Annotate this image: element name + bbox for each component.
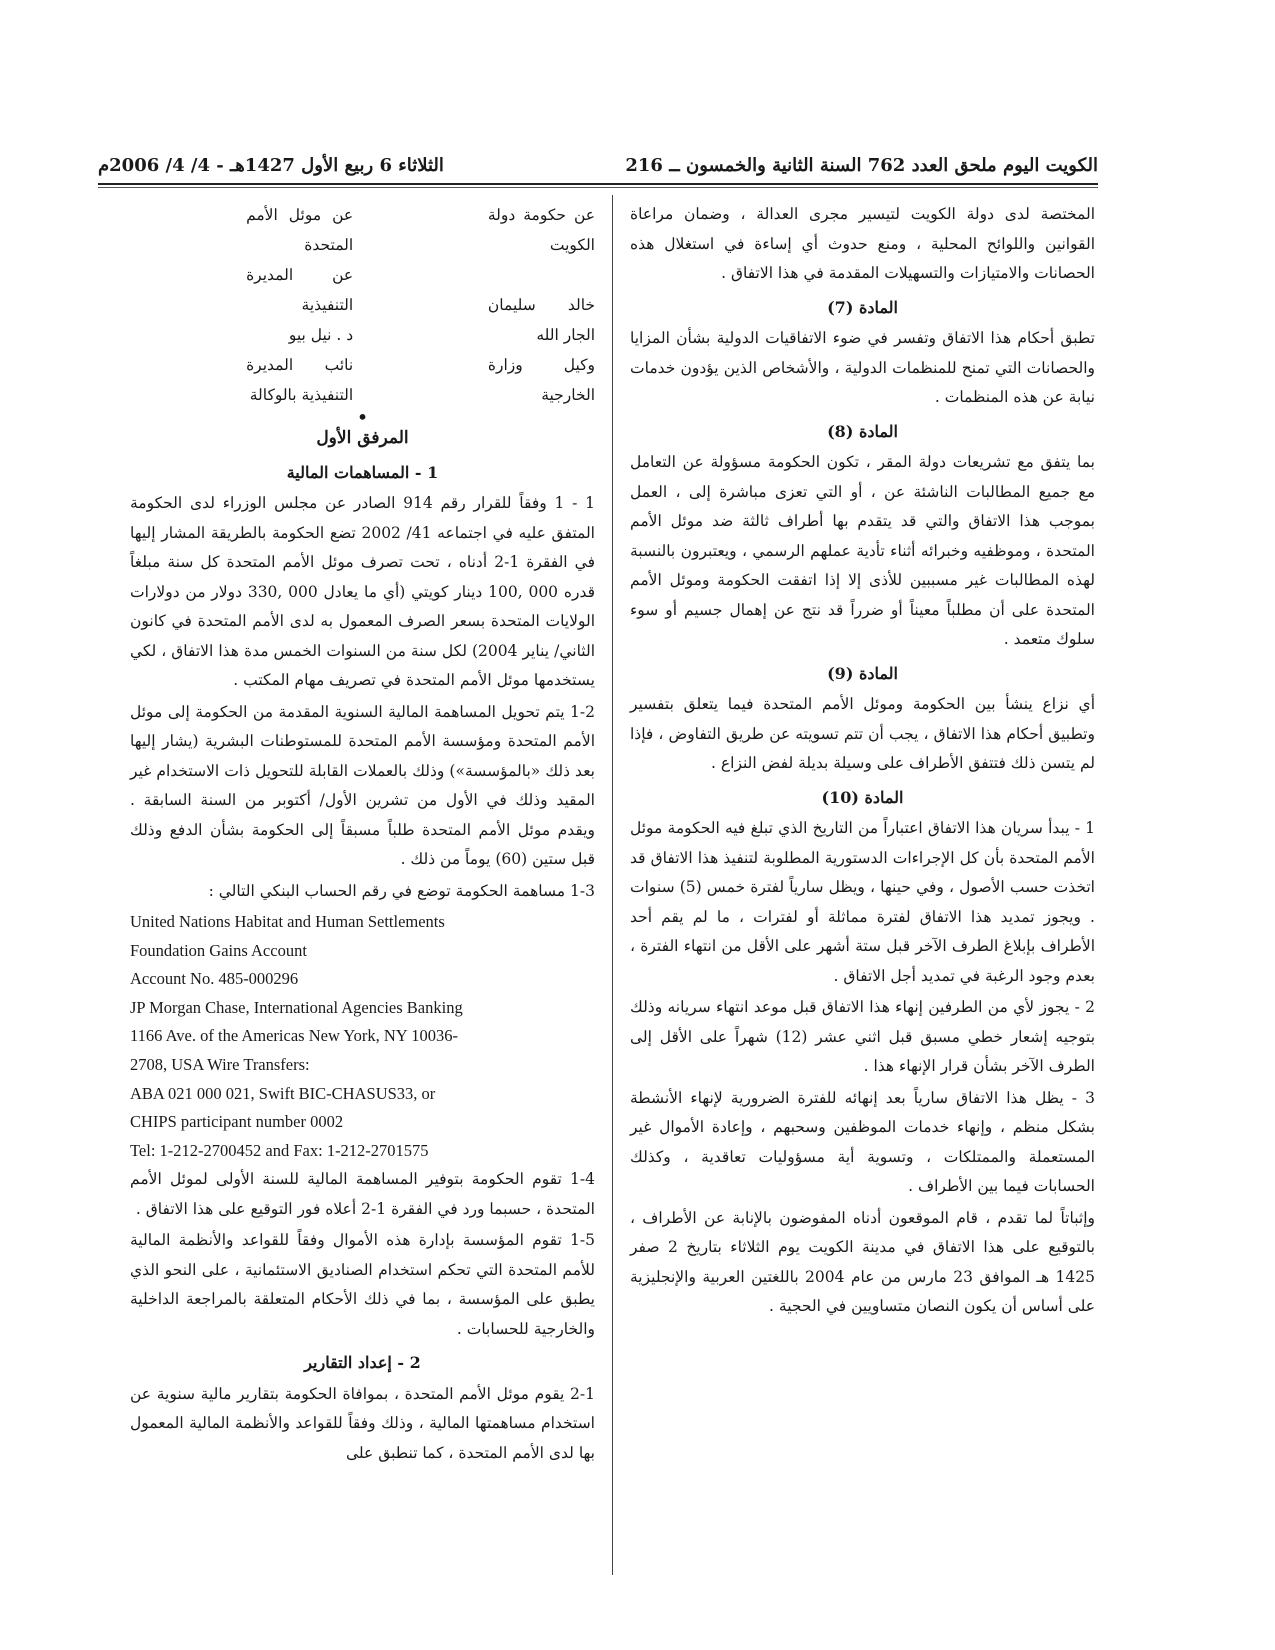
article-10-para-3: 3 - يظل هذا الاتفاق سارياً بعد إنهائه للفترة الضرورية لإنهاء الأنشطة بشكل منظم ، وإنهاء خدمات الموظفين وسحبهم ، وإعادة الأموال غير المستعملة والممتلكات ، وتسوية أية مسؤوليات تعاقدية ، وكذلك الحسابات فيما بين الأطراف .	[630, 1088, 1095, 1195]
bank-line: Account No. 485-000296	[130, 969, 299, 989]
separator-dot: •	[356, 405, 369, 429]
sig-kuwait-line-1: عن حكومة دولة الكويت	[487, 206, 595, 254]
article-7-text: تطبق أحكام هذا الاتفاق وتفسر في ضوء الاتفاقيات الدولية بشأن المزايا والحصانات التي تمنح للمنظمات الدولية ، والأشخاص الذين يؤدون خدمات نيابة عن هذه المنظمات .	[630, 329, 1095, 406]
column-divider	[612, 195, 613, 1575]
bank-details	[130, 908, 595, 1165]
sig-kuwait-line-3: وكيل وزارة الخارجية	[487, 356, 595, 404]
header-publication: الكويت اليوم ملحق العدد 762 السنة الثانية والخمسون ــ 216	[625, 154, 1098, 176]
signature-un	[130, 200, 353, 410]
article-7-title: المادة (7)	[827, 297, 898, 317]
right-column	[630, 200, 1095, 1324]
para-1-3: 1-3 مساهمة الحكومة توضع في رقم الحساب البنكي التالي :	[208, 881, 595, 900]
page-header	[98, 150, 1098, 180]
header-rule	[98, 183, 1098, 185]
signature-block	[130, 200, 595, 410]
signature-kuwait	[372, 200, 595, 410]
bank-line: 2708, USA Wire Transfers:	[130, 1054, 310, 1074]
sig-kuwait-line-2: خالد سليمان الجار الله	[487, 296, 595, 344]
article-10-para-2: 2 - يجوز لأي من الطرفين إنهاء هذا الاتفاق قبل موعد انتهاء سريانه وذلك بتوجيه إشعار خطي مسبق قبل اثني عشر (12) شهراً على الأقل إلى الطرف الآخر بشأن قرار الإنهاء هذا .	[630, 998, 1096, 1075]
sig-un-line-4: نائب المديرة التنفيذية بالوكالة	[246, 356, 354, 404]
para-1-1: 1 - 1 وفقاً للقرار رقم 914 الصادر عن مجلس الوزراء لدى الحكومة المتفق عليه في اجتماعه 41/ 2002 تضع الحكومة بالطريقة المشار إليها في الفقرة 1-2 أدناه ، تحت تصرف موئل الأمم المتحدة كل سنة مبلغاً قدره 000 ,100 دينار كويتي (أي ما يعادل 000 ,330 دولار من دولارات الولايات المتحدة بسعر الصرف المعمول به لدى الأمم المتحدة في كانون الثاني/ يناير 2004) لكل سنة من السنوات الخمس مدة هذا الاتفاق ، لكي يستخدمها موئل الأمم المتحدة في تصريف مهام المكتب .	[130, 494, 595, 689]
article-9-text: أي نزاع ينشأ بين الحكومة وموئل الأمم المتحدة فيما يتعلق بتفسير وتطبيق أحكام هذا الاتفاق ، يجب أن تتم تسويته عن طريق التفاوض ، فإذا لم يتسن ذلك فتتفق الأطراف على وسيلة بديلة لفض النزاع .	[630, 695, 1095, 772]
article-9-title: المادة (9)	[827, 663, 898, 683]
closing-paragraph: وإثباتاً لما تقدم ، قام الموقعون أدناه المفوضون بالإنابة عن الأطراف ، بالتوقيع على هذا الاتفاق في مدينة الكويت يوم الثلاثاء بتاريخ 2 صفر 1425 هـ الموافق 23 مارس من عام 2004 باللغتين العربية والإنجليزية على أساس أن يكون النصان متساويين في الحجية .	[630, 1208, 1095, 1315]
para-1-4: 1-4 تقوم الحكومة بتوفير المساهمة المالية للسنة الأولى لموئل الأمم المتحدة ، حسبما ورد في الفقرة 1-2 أعلاه فور التوقيع على هذا الاتفاق .	[130, 1170, 595, 1218]
sig-un-line-3: د . نيل بيو	[288, 326, 354, 344]
article-8-text: بما يتفق مع تشريعات دولة المقر ، تكون الحكومة مسؤولة عن التعامل مع جميع المطالبات الناشئة عن ، أو التي تعزى مباشرة إلى ، العمل بموجب هذا الاتفاق والتي قد يتقدم بها أطراف ثالثة ضد موئل الأمم المتحدة ، وموظفيه وخبرائه أثناء تأدية عملهم الرسمي ، ويعتبرون بالنسبة لهذه المطالبات غير مسببين للأذى إلا إذا اتفقت الحكومة وموئل الأمم المتحدة على أن مطلباً معيناً أو ضرراً قد نتج عن إهمال جسيم أو سوء سلوك متعمد .	[630, 453, 1095, 648]
sig-un-line-1: عن موئل الأمم المتحدة	[246, 206, 354, 254]
intro-paragraph: المختصة لدى دولة الكويت لتيسير مجرى العدالة ، وضمان مراعاة القوانين واللوائح المحلية ، ومنع حدوث أي إساءة في استغلال هذه الحصانات والامتيازات والتسهيلات المقدمة في هذا الاتفاق .	[630, 205, 1095, 282]
bank-line: United Nations Habitat and Human Settlements	[130, 912, 445, 931]
sig-un-line-2: عن المديرة التنفيذية	[246, 266, 354, 314]
left-column	[130, 200, 595, 1470]
bank-line: 1166 Ave. of the Americas New York, NY 10036-	[130, 1026, 458, 1046]
para-1-2: 1-2 يتم تحويل المساهمة المالية السنوية المقدمة من الحكومة إلى موئل الأمم المتحدة ومؤسسة الأمم المتحدة للمستوطنات البشرية (يشار إليها بعد ذلك «بالمؤسسة») وذلك بالعملات القابلة للتحويل ذات الاستخدام غير المقيد وذلك في الأول من تشرين الأول/ أكتوبر من السنة السابقة . ويقدم موئل الأمم المتحدة طلباً مسبقاً إلى الحكومة بشأن الدفع وذلك قبل ستين (60) يوماً من ذلك .	[130, 702, 595, 868]
article-8-title: المادة (8)	[827, 421, 898, 441]
article-10-title: المادة (10)	[821, 787, 904, 807]
bank-line: JP Morgan Chase, International Agencies Banking	[130, 997, 463, 1017]
bank-line: CHIPS participant number 0002	[130, 1112, 344, 1132]
bank-line: Tel: 1-212-2700452 and Fax: 1-212-2701575	[130, 1140, 429, 1160]
section-1-title: 1 - المساهمات المالية	[286, 462, 439, 482]
para-1-5: 1-5 تقوم المؤسسة بإدارة هذه الأموال وفقاً للقواعد والأنظمة المالية للأمم المتحدة التي تحكم استخدام الصناديق الاستئمانية ، على النحو الذي يطبق على المؤسسة ، بما في ذلك الأحكام المتعلقة بالمراجعة الداخلية والخارجية للحسابات .	[130, 1231, 595, 1338]
para-2-1: 2-1 يقوم موئل الأمم المتحدة ، بموافاة الحكومة بتقارير مالية سنوية عن استخدام مساهمتها المالية ، وذلك وفقاً للقواعد والأنظمة المالية المعمول بها لدى الأمم المتحدة ، كما تنطبق على	[130, 1384, 595, 1462]
bank-line: Foundation Gains Account	[130, 940, 307, 960]
article-10-para-1: 1 - يبدأ سريان هذا الاتفاق اعتباراً من التاريخ الذي تبلغ فيه الحكومة موئل الأمم المتحدة بأن كل الإجراءات الدستورية المطلوبة لتنفيذ هذا الاتفاق قد اتخذت حسب الأصول ، وفي حينها ، ويظل سارياً لفترة خمس (5) سنوات . ويجوز تمديد هذا الاتفاق لفترة مماثلة أو لفترات ، ما لم يقم أحد الأطراف بإبلاغ الطرف الآخر قبل ستة أشهر على الأقل من انتهاء الفترة ، بعدم وجود الرغبة في تمديد أجل الاتفاق .	[630, 819, 1095, 985]
bank-line: ABA 021 000 021, Swift BIC-CHASUS33, or	[130, 1083, 436, 1103]
section-2-title: 2 - إعداد التقارير	[304, 1353, 421, 1373]
header-rule-thin	[98, 187, 1098, 188]
annex-title: المرفق الأول	[316, 428, 409, 448]
header-date: الثلاثاء 6 ربيع الأول 1427هـ - 4/ 4/ 2006م	[98, 154, 444, 176]
